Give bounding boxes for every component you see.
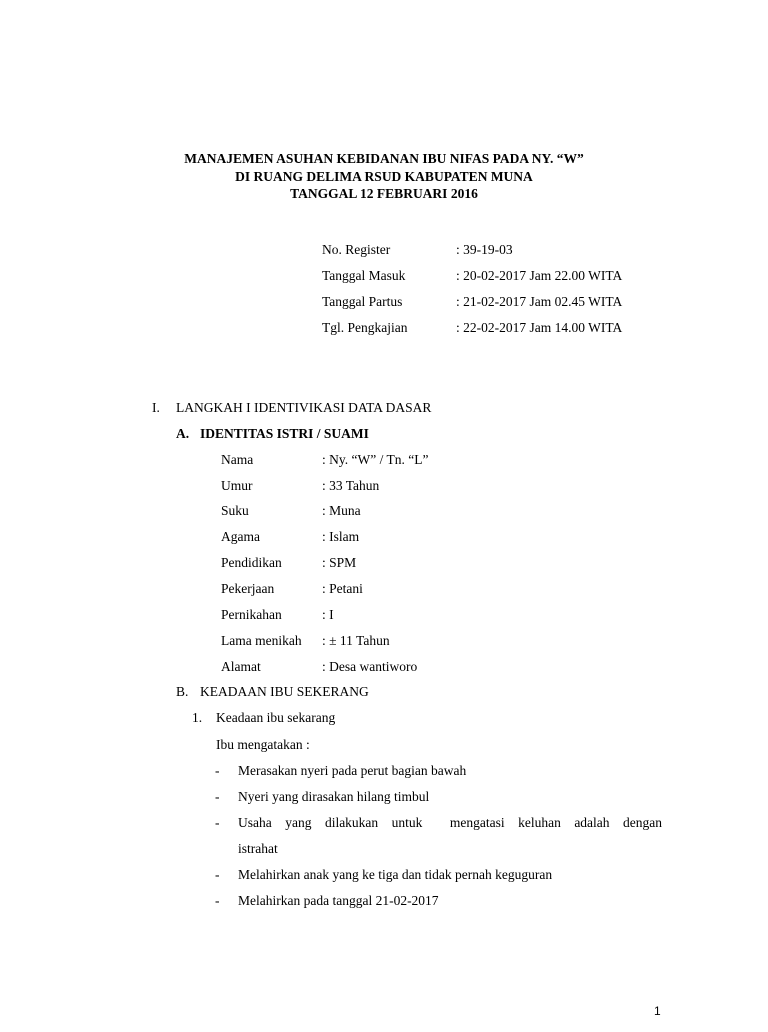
- identity-label: Agama: [221, 529, 260, 544]
- identity-value: : SPM: [322, 555, 357, 570]
- identity-label: Suku: [221, 503, 249, 518]
- register-value: : 39-19-03: [456, 242, 513, 257]
- word: Usaha: [238, 815, 272, 830]
- identity-value: : Islam: [322, 529, 360, 544]
- subsection-b-number: B.: [176, 684, 189, 699]
- bullet-dash: -: [215, 815, 220, 830]
- identity-label: Nama: [221, 452, 254, 467]
- register-label: Tanggal Masuk: [322, 268, 406, 283]
- page-number: 1: [654, 1004, 661, 1018]
- identity-label: Pekerjaan: [221, 581, 275, 596]
- register-value: : 20-02-2017 Jam 22.00 WITA: [456, 268, 623, 283]
- register-label: Tanggal Partus: [322, 294, 403, 309]
- title-line-3: TANGGAL 12 FEBRUARI 2016: [290, 186, 478, 201]
- word: mengatasi: [449, 815, 505, 830]
- register-label: Tgl. Pengkajian: [322, 320, 408, 335]
- bullet-text-continuation: istrahat: [238, 841, 278, 856]
- identity-value: : I: [322, 607, 334, 622]
- subsection-b-heading: KEADAAN IBU SEKERANG: [200, 684, 369, 699]
- word: yang: [285, 815, 312, 830]
- word: keluhan: [518, 815, 561, 830]
- bullet-text: Melahirkan pada tanggal 21-02-2017: [238, 893, 439, 908]
- register-value: : 22-02-2017 Jam 14.00 WITA: [456, 320, 623, 335]
- item-number: 1.: [192, 710, 203, 725]
- identity-value: : Muna: [322, 503, 361, 518]
- word: untuk: [391, 815, 423, 830]
- bullet-text: Melahirkan anak yang ke tiga dan tidak pernah keguguran: [238, 867, 553, 882]
- register-value: : 21-02-2017 Jam 02.45 WITA: [456, 294, 623, 309]
- identity-label: Pernikahan: [221, 607, 282, 622]
- identity-value: : Ny. “W” / Tn. “L”: [322, 452, 429, 467]
- bullet-dash: -: [215, 789, 220, 804]
- identity-value: : 33 Tahun: [322, 478, 380, 493]
- title-line-1: MANAJEMEN ASUHAN KEBIDANAN IBU NIFAS PADA NY. “W”: [184, 151, 584, 166]
- identity-label: Alamat: [221, 659, 261, 674]
- word: adalah: [574, 815, 610, 830]
- word: dengan: [623, 815, 662, 830]
- bullet-dash: -: [215, 867, 220, 882]
- identity-value: : Desa wantiworo: [322, 659, 418, 674]
- identity-label: Umur: [221, 478, 253, 493]
- subsection-a-heading: IDENTITAS ISTRI / SUAMI: [200, 426, 369, 441]
- item-heading: Keadaan ibu sekarang: [216, 710, 336, 725]
- word: dilakukan: [324, 815, 379, 830]
- bullet-text: Nyeri yang dirasakan hilang timbul: [238, 789, 430, 804]
- identity-label: Lama menikah: [221, 633, 302, 648]
- section-number: I.: [152, 400, 160, 415]
- intro-text: Ibu mengatakan :: [216, 737, 310, 752]
- bullet-text-justified: [238, 815, 662, 831]
- subsection-a-number: A.: [176, 426, 190, 441]
- register-label: No. Register: [322, 242, 391, 257]
- identity-value: : Petani: [322, 581, 363, 596]
- title-line-2: DI RUANG DELIMA RSUD KABUPATEN MUNA: [235, 169, 533, 184]
- bullet-dash: -: [215, 763, 220, 778]
- identity-label: Pendidikan: [221, 555, 282, 570]
- identity-value: : ± 11 Tahun: [322, 633, 390, 648]
- bullet-text: Merasakan nyeri pada perut bagian bawah: [238, 763, 467, 778]
- section-heading: LANGKAH I IDENTIVIKASI DATA DASAR: [176, 400, 432, 415]
- bullet-dash: -: [215, 893, 220, 908]
